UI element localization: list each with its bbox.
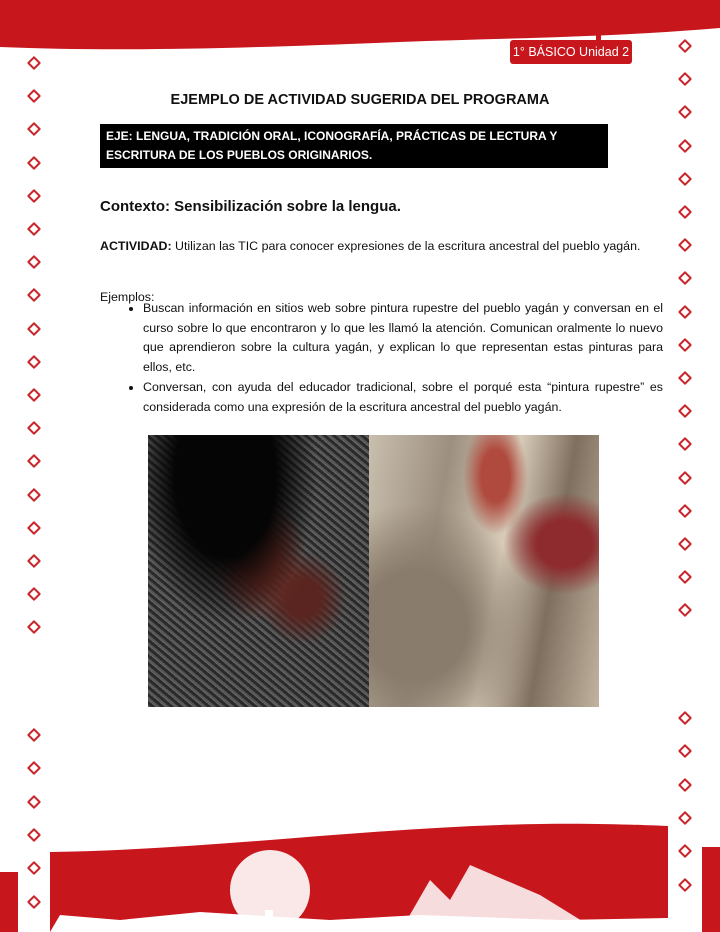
diamond-ornament-icon [678, 404, 692, 418]
diamond-ornament-icon [678, 437, 692, 451]
diamond-ornament-icon [27, 795, 41, 809]
examples-list [100, 299, 663, 417]
diamond-ornament-icon [678, 778, 692, 792]
diamond-ornament-icon [678, 744, 692, 758]
activity-label: ACTIVIDAD: [100, 239, 172, 253]
diamond-ornament-icon [27, 554, 41, 568]
diamond-ornament-icon [678, 371, 692, 385]
eje-banner: EJE: LENGUA, TRADICIÓN ORAL, ICONOGRAFÍA, PRÁCTICAS DE LECTURA Y ESCRITURA DE LOS PUEBLOS ORIGINARIOS. [100, 124, 608, 168]
diamond-ornament-icon [678, 238, 692, 252]
diamond-ornament-icon [27, 761, 41, 775]
diamond-ornament-icon [27, 322, 41, 336]
diamond-ornament-icon [678, 172, 692, 186]
diamond-ornament-icon [27, 620, 41, 634]
diamond-ornament-icon [27, 255, 41, 269]
example-item: • Buscan información en sitios web sobre pintura rupestre del pueblo yagán y conversan en el curso sobre lo que encontraron y lo que les llamó la atención. Comunican oralmente lo nuevo que aprendieron sobre la cultura yagán, y explican lo que representan estas pinturas para ellos, etc. [143, 299, 663, 378]
diamond-ornament-icon [27, 521, 41, 535]
rock-art-photos [148, 435, 599, 707]
diamond-ornament-icon [678, 570, 692, 584]
diamond-ornament-icon [678, 271, 692, 285]
diamond-ornament-icon [27, 421, 41, 435]
diamond-ornament-icon [678, 205, 692, 219]
page-title: EJEMPLO DE ACTIVIDAD SUGERIDA DEL PROGRAMA [170, 92, 550, 108]
diamond-ornament-icon [27, 587, 41, 601]
rock-art-photo-dark [148, 435, 369, 707]
diamond-ornament-icon [27, 728, 41, 742]
diamond-ornament-icon [678, 537, 692, 551]
diamond-ornament-icon [678, 338, 692, 352]
activity-line [100, 239, 640, 253]
unit-badge: 1° BÁSICO Unidad 2 [510, 40, 632, 64]
context-heading: Contexto: Sensibilización sobre la lengua. [100, 198, 401, 215]
diamond-ornament-icon [27, 454, 41, 468]
diamond-ornament-icon [27, 488, 41, 502]
diamond-ornament-icon [27, 222, 41, 236]
diamond-ornament-icon [27, 189, 41, 203]
diamond-ornament-icon [27, 156, 41, 170]
example-item: • Conversan, con ayuda del educador tradicional, sobre el porqué esta “pintura rupestre” es considerada como una expresión de la escritura ancestral del pueblo yagán. [143, 378, 663, 417]
diamond-ornament-icon [678, 139, 692, 153]
footer-landscape-silhouette [0, 820, 720, 932]
examples-label: Ejemplos: [100, 290, 155, 304]
diamond-ornament-icon [678, 504, 692, 518]
rock-art-photo-light [369, 435, 599, 707]
diamond-ornament-icon [678, 471, 692, 485]
diamond-ornament-icon [678, 711, 692, 725]
diamond-ornament-icon [27, 288, 41, 302]
diamond-ornament-icon [27, 355, 41, 369]
diamond-ornament-icon [678, 603, 692, 617]
activity-text: Utilizan las TIC para conocer expresiones de la escritura ancestral del pueblo yagán. [171, 239, 641, 253]
diamond-ornament-icon [678, 305, 692, 319]
diamond-ornament-icon [27, 122, 41, 136]
diamond-ornament-icon [27, 388, 41, 402]
